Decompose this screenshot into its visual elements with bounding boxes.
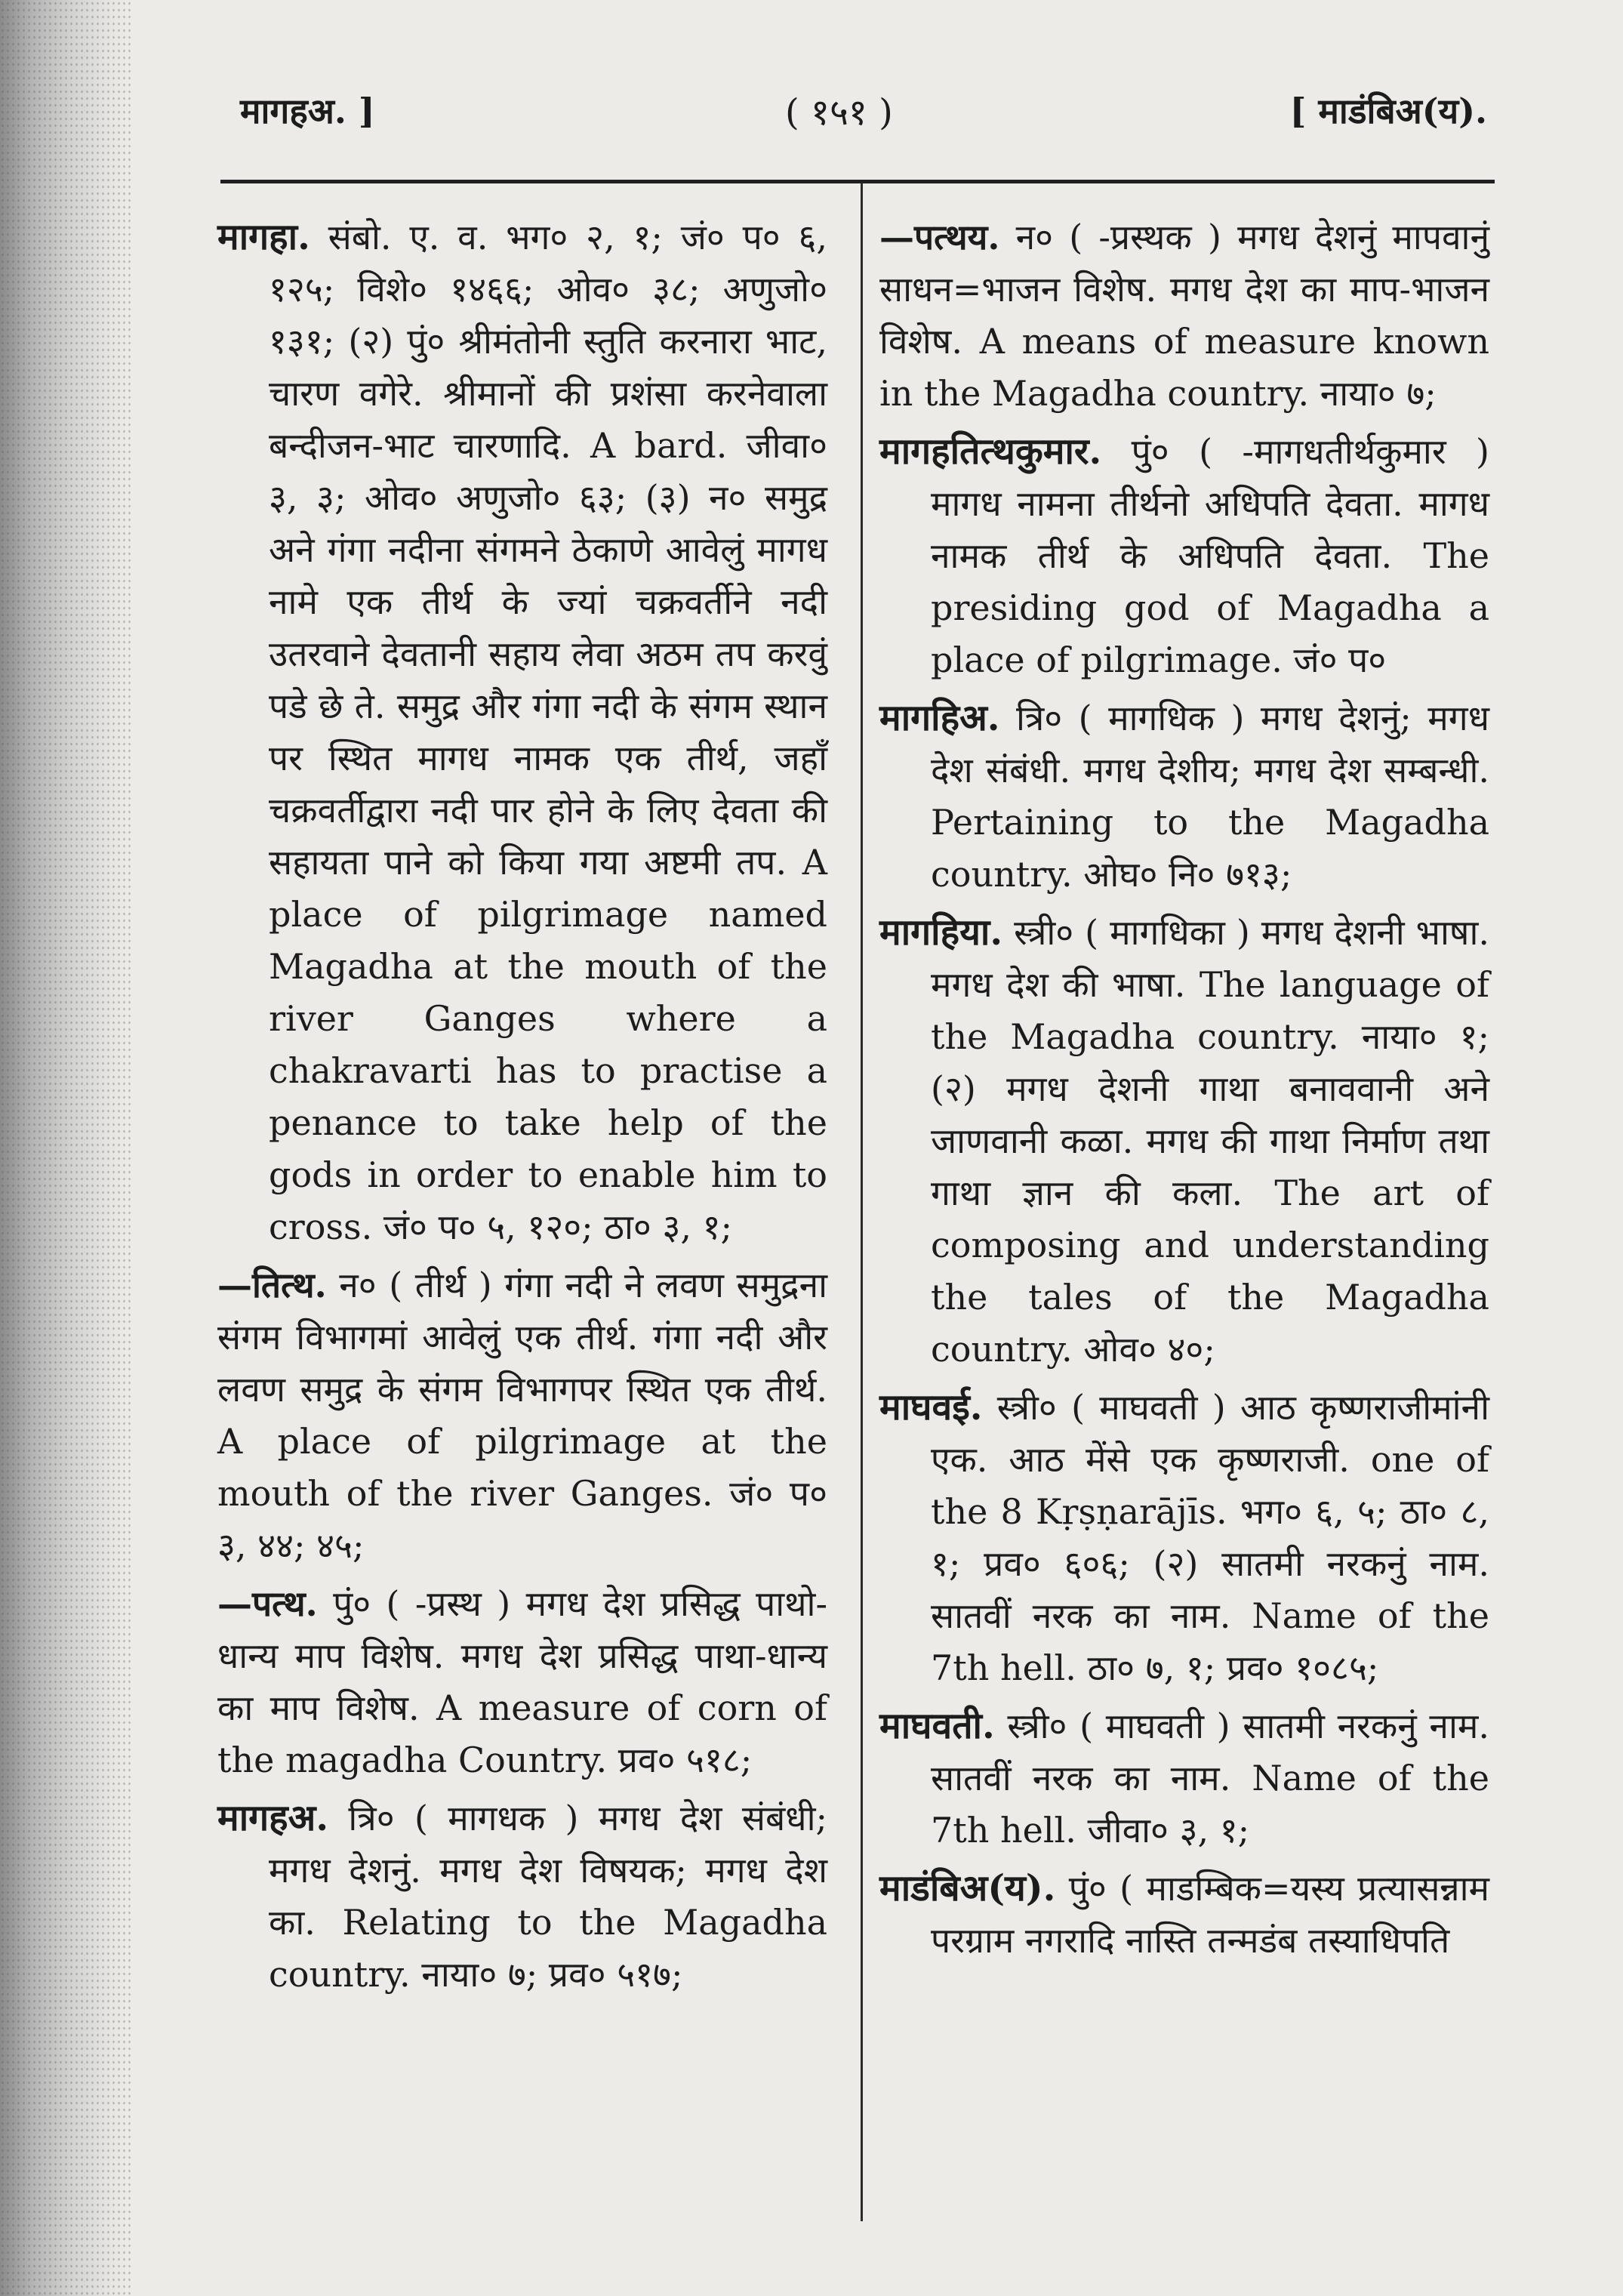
entry-text: न० ( तीर्थ ) गंगा नदी ने लवण समुद्रना संगम विभागमां आवेलुं एक तीर्थ. गंगा नदी और लवण समुद्र के संगम विभागपर स्थित एक तीर्थ. A place of pilgrimage at the mouth of the river Ganges. जं० प० ३, ४४; ४५; <box>217 1265 828 1566</box>
header-right-guideword: [ माडंबिअ(य). <box>1289 91 1487 131</box>
entry-headword: मागहअ. <box>217 1797 329 1839</box>
entry-magahatitthakumara <box>879 426 1489 686</box>
entry-text: पुं० ( माडम्बिक=यस्य प्रत्यासन्नाम परग्राम नगरादि नास्ति तन्मडंब तस्याधिपति <box>931 1868 1489 1961</box>
entry-headword: माडंबिअ(य). <box>879 1867 1056 1909</box>
subentry-headword: —पत्थ. <box>217 1583 318 1624</box>
entry-headword: मागहिया. <box>879 911 1003 954</box>
column-divider <box>861 183 863 2221</box>
entry-text: स्त्री० ( मागधिका ) मगध देशनी भाषा. मगध देश की भाषा. The language of the Magadha country. नाया० १; (२) मगध देशनी गाथा बनाववानी अने जाणवानी कळा. मगध की गाथा निर्माण तथा गाथा ज्ञान की कला. The art of composing and understanding the tales of the Magadha country. ओव० ४०; <box>931 912 1490 1370</box>
entry-magahiya <box>879 907 1489 1376</box>
header-rule <box>220 180 1495 183</box>
entry-text: त्रि० ( मागधक ) मगध देश संबंधी; मगध देशनुं. मगध देश विषयक; मगध देश का. Relating to the Magadha country. नाया० ७; प्रव० ५१७; <box>269 1798 827 1995</box>
entry-text: न० ( -प्रस्थक ) मगध देशनुं मापवानुं साधन=भाजन विशेष. मगध देश का माप-भाजन विशेष. A means of measure known in the Magadha country. नाया० ७; <box>879 217 1489 414</box>
right-column <box>879 211 1489 1973</box>
entry-text: पुं० ( -मागधतीर्थकुमार ) मागध नामना तीर्थनो अधिपति देवता. मागध नामक तीर्थ के अधिपति देवता. The presiding god of Magadha a place of pilgrimage. जं० प० <box>931 431 1489 680</box>
page-number: ( १५१ ) <box>785 91 893 134</box>
entry-maghavati <box>879 1700 1489 1857</box>
entry-text: संबो. ए. व. भग० २, १; जं० प० ६, १२५; विशे० १४६६; ओव० ३८; अणुजो० १३१; (२) पुं० श्रीमंतोनी स्तुति करनारा भाट, चारण वगेरे. श्रीमानों की प्रशंसा करनेवाला बन्दीजन-भाट चारणादि. A bard. जीवा० ३, ३; ओव० अणुजो० ६३; (३) न० समुद्र अने गंगा नदीना संगमने ठेकाणे आवेलुं मागध नामे एक तीर्थ के ज्यां चक्रवर्तीने नदी उतरवाने देवतानी सहाय लेवा अठम तप करवुं पडे छे ते. समुद्र और गंगा नदी के संगम स्थान पर स्थित मागध नामक एक तीर्थ, जहाँ चक्रवर्तीद्वारा नदी पार होने के लिए देवता की सहायता पाने को किया गया अष्टमी तप. A place of pilgrimage named Magadha at the mouth of the river Ganges where a chakravarti has to practise a penance to take help of the gods in order to enable him to cross. जं० प० ५, १२०; ठा० ३, १; <box>269 217 827 1247</box>
entry-patthaya <box>879 211 1489 420</box>
entry-text: स्त्री० ( माघवती ) आठ कृष्णराजीमांनी एक. आठ मेंसे एक कृष्णराजी. one of the 8 Kṛṣṇarājīs. भग० ६, ५; ठा० ८, १; प्रव० ६०६; (२) सातमी नरकनुं नाम. सातवीं नरक का नाम. Name of the 7th hell. ठा० ७, १; प्रव० १०८५; <box>931 1387 1489 1688</box>
subentry-headword: —पत्थय. <box>879 217 1000 257</box>
entry-text: त्रि० ( मागधिक ) मगध देशनुं; मगध देश संबंधी. मगध देशीय; मगध देश सम्बन्धी. Pertaining to the Magadha country. ओघ० नि० ७१३; <box>931 698 1489 895</box>
entry-magahia <box>879 692 1489 901</box>
entry-magaha <box>217 211 827 1253</box>
entry-headword: मागहिअ. <box>879 697 1000 739</box>
entry-headword: माघवती. <box>879 1705 995 1747</box>
entry-magahaa <box>217 1792 827 2001</box>
entry-maghavai <box>879 1382 1489 1694</box>
entry-madambia <box>879 1863 1489 1967</box>
header-left-guideword: मागहअ. ] <box>240 91 375 131</box>
subentry-headword: —तित्थ. <box>217 1265 327 1305</box>
entry-headword: माघवई. <box>879 1386 983 1428</box>
entry-text: स्त्री० ( माघवती ) सातमी नरकनुं नाम. सातवीं नरक का नाम. Name of the 7th hell. जीवा० ३, १; <box>931 1706 1489 1851</box>
entry-headword: मागहतित्थकुमार. <box>879 430 1102 473</box>
left-column <box>217 211 827 2007</box>
entry-text: पुं० ( -प्रस्थ ) मगध देश प्रसिद्ध पाथो-धान्य माप विशेष. मगध देश प्रसिद्ध पाथा-धान्य का माप विशेष. A measure of corn of the magadha Country. प्रव० ५१८; <box>217 1583 827 1780</box>
entry-tittha <box>217 1259 827 1572</box>
entry-headword: मागहा. <box>217 216 310 258</box>
entry-pattha <box>217 1578 827 1786</box>
